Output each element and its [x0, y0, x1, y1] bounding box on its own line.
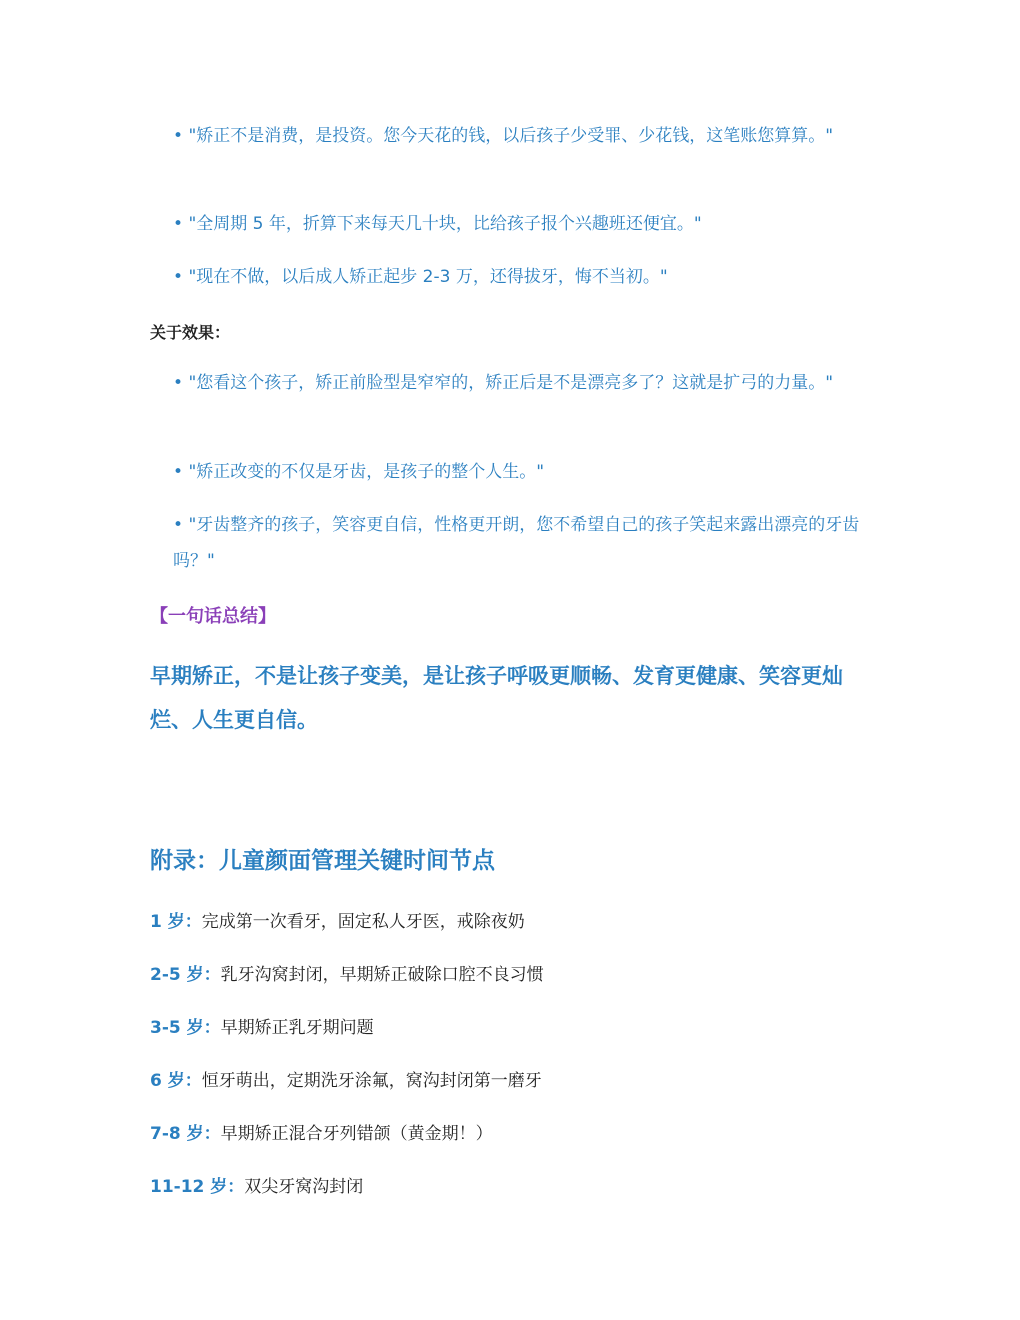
timeline-text: 早期矫正混合牙列错颌（黄金期！）	[220, 1124, 493, 1144]
timeline-item	[150, 1172, 363, 1197]
timeline-text: 双尖牙窝沟封闭	[244, 1177, 364, 1197]
timeline-age: 1 岁：	[150, 912, 202, 932]
effect-bullet-2	[173, 454, 873, 490]
timeline-item	[150, 960, 544, 985]
cost-bullet-2	[173, 206, 873, 242]
bullet-dot: •	[173, 214, 184, 234]
bullet-text: "全周期 5 年，折算下来每天几十块，比给孩子报个兴趣班还便宜。"	[188, 214, 702, 234]
timeline-item	[150, 1119, 493, 1144]
timeline-age: 3-5 岁：	[150, 1018, 221, 1038]
summary-text: 早期矫正，不是让孩子变美，是让孩子呼吸更顺畅、发育更健康、笑容更灿烂、人生更自信。	[150, 664, 843, 732]
timeline-item	[150, 907, 525, 932]
timeline-item	[150, 1013, 374, 1038]
bullet-dot: •	[173, 462, 184, 482]
bullet-dot: •	[173, 126, 184, 146]
bullet-text: "您看这个孩子，矫正前脸型是窄窄的，矫正后是不是漂亮多了？这就是扩弓的力量。"	[188, 373, 834, 393]
cost-bullet-3	[173, 259, 873, 295]
bullet-dot: •	[173, 373, 184, 393]
bullet-text: "矫正改变的不仅是牙齿，是孩子的整个人生。"	[188, 462, 545, 482]
timeline-text: 完成第一次看牙，固定私人牙医，戒除夜奶	[201, 912, 525, 932]
bullet-text: "现在不做，以后成人矫正起步 2-3 万，还得拔牙，悔不当初。"	[188, 267, 668, 287]
bullet-text: "矫正不是消费，是投资。您今天花的钱，以后孩子少受罪、少花钱，这笔账您算算。"	[188, 126, 834, 146]
timeline-age: 11-12 岁：	[150, 1177, 245, 1197]
timeline-age: 6 岁：	[150, 1071, 202, 1091]
timeline-item	[150, 1066, 542, 1091]
timeline-age: 7-8 岁：	[150, 1124, 221, 1144]
timeline-text: 恒牙萌出，定期洗牙涂氟，窝沟封闭第一磨牙	[201, 1071, 542, 1091]
appendix-title: 附录：儿童颜面管理关键时间节点	[150, 848, 495, 874]
bullet-text: "牙齿整齐的孩子，笑容更自信，性格更开朗，您不希望自己的孩子笑起来露出漂亮的牙齿吗？"	[173, 515, 860, 571]
timeline-text: 早期矫正乳牙期问题	[220, 1018, 374, 1038]
summary-tag: 【一句话总结】	[150, 606, 276, 627]
bullet-dot: •	[173, 267, 184, 287]
effect-bullet-1	[173, 365, 873, 401]
cost-bullet-1	[173, 118, 873, 154]
timeline-age: 2-5 岁：	[150, 965, 221, 985]
effect-bullet-3	[173, 507, 873, 579]
timeline-text: 乳牙沟窝封闭，早期矫正破除口腔不良习惯	[220, 965, 544, 985]
effect-label: 关于效果：	[150, 323, 231, 342]
bullet-dot: •	[173, 515, 184, 535]
